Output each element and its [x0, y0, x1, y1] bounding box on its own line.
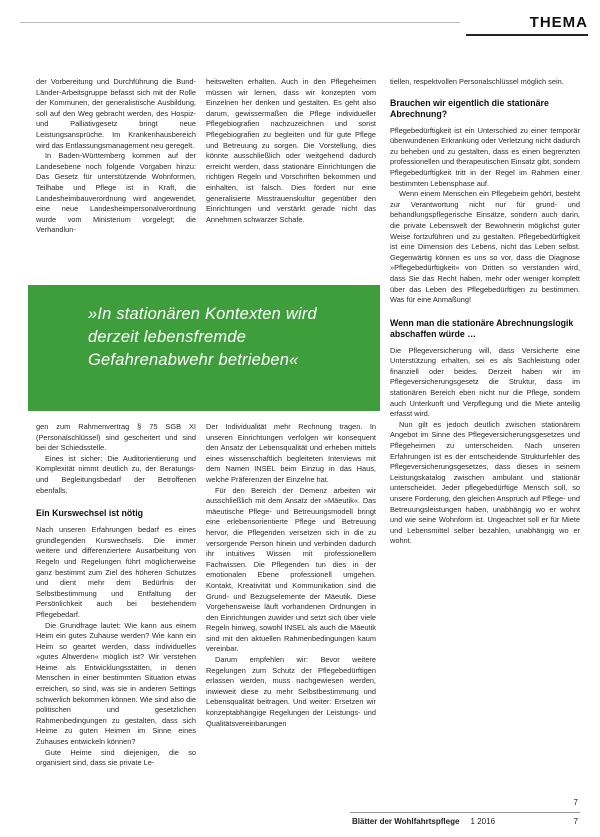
section-title-underline [466, 34, 588, 36]
subheading: Brauchen wir eigentlich die stationäre Abrechnung? [390, 97, 549, 119]
paragraph: gen zum Rahmenvertrag § 75 SGB XI (Personalschlüssel) sind gescheitert und sind bei der Schiedsstelle. [36, 422, 196, 453]
paragraph: Eines ist sicher: Die Auditorientierung und Komplexität nimmt deutlich zu, der Beratungs- und Begleitungsbedarf der Betroffenen ebenfalls. [36, 453, 196, 495]
subheading: Ein Kurswechsel ist nötig [36, 508, 144, 519]
column-1-top [36, 77, 196, 236]
section-title: THEMA [529, 14, 588, 31]
paragraph: Für den Bereich der Demenz arbeiten wir ausschließlich mit dem Ansatz der »Mäeutik«. Das mäeutische Pflege- und Betreuungsmodell bringt eine erlebensorientierte Pflege und Betreuung hervor, die Pflegenden versetzen sich in die zu versorgende Person hinein und verbinden dadurch ihr intuitives Wissen mit professionellem Fachwissen. Die Pflegenden tun dies in der emotionalen Ebene professionell umgehen. Kontakt, Kreativität und Kommunikation sind die Grund- und Bezugselemente der Mäeutik. Diese Vorgehensweise läuft vorhandenen Ordnungen in den Einrichtungen zuwider und setzt sich über viele Regeln hinweg, sowohl INSEL als auch die Mäeutik sind mit den aktuellen Rahmenbedingungen kaum vereinbar. [206, 485, 376, 654]
paragraph: Gute Heime sind diejenigen, die so organisiert sind, dass sie private Le- [36, 747, 196, 768]
paragraph: Die Grundfrage lautet: Wie kann aus einem Heim ein gutes Zuhause werden? Wie kann ein Heim so geartet werden, dass individuelles »gutes Altwerden« möglich ist? Wir verstehen Heime als Entwicklungsstätten, in denen Menschen in einer bestimmten Situation etwas erreichen, so sind, was sie in anderen Settings schwerlich bekommen können. Wie sind also die politischen und gesetzlichen Rahmenbedingungen zu gestalten, dass sich Heime zu guten Heimen im Sinne eines Zuhauses entwickeln können? [36, 620, 196, 747]
pull-quote-line: Gefahrenabwehr betrieben« [88, 351, 299, 369]
column-2-bottom [206, 422, 376, 729]
paragraph: Nach unseren Erfahrungen bedarf es eines grundlegenden Kurswechsels. Die immer weitere und differenziertere Ausarbeitung von Regeln und Regelungen führt möglicherweise ganz bestimmt zum Ziel des höheren Schutzes und dient mehr dem Bedürfnis der Selbstbestimmung und Entfaltung der Persönlichkeit auch bei bestehendem Pflegebedarf. [36, 525, 196, 619]
paragraph: In Baden-Württemberg kommen auf der Landesebene noch folgende Vorgaben hinzu: Das Gesetz für unterstützende Wohnformen, Teilhabe und Pflege ist in Kraft, die Landesheimbauverordnung wird angewendet, eine neue Landesheimpersonalverordnung wurde vom Ministerium vorgelegt; die Verhandlun- [36, 151, 196, 235]
column-1-bottom [36, 422, 196, 769]
subheading: Wenn man die stationäre Abrechnungslogik abschaffen würde … [390, 317, 574, 339]
pull-quote-line: »In stationären Kontexten wird [88, 305, 317, 323]
paragraph: Darum empfehlen wir: Bevor weitere Regelungen zum Schutz der Pflegebedürftigen erlassen werden, muss nachgewiesen werden, inwieweit diese zu mehr Selbstbestimmung und Lebensqualität beitragen. Und weiter: Ersetzen wir konzeptabhängige Regelungen der Leistungs- und Qualitätsvereinbarungen [206, 655, 376, 728]
pull-quote [28, 285, 380, 411]
paragraph: heitswelten erhalten. Auch in den Pflegeheimen müssen wir lernen, dass wir konzepten vom Einzelnen her denken und gestalten. Es geht also darum, gewissermaßen die Pflege individueller Pflegebiografien nachzuzeichnen und sonst Pflegebiografien zu begleiten und für gute Pflege und Betreuung zu sorgen. Die Vorstellung, dies könnte ausschließlich oder weitgehend dadurch erreicht werden, dass stationäre Einrichtungen die richtigen Regeln und Vorschriften bekommen und einhalten, ist falsch. Dies fördert nur eine generalisierte Misstrauenskultur gegenüber den Einrichtungen und verstärkt gerade nicht das Annehmen schwarzer Schafe. [206, 77, 376, 224]
paragraph: Pflegebedürftigkeit ist ein Unterschied zu einer temporär überwundenen Erkrankung oder Verletzung nicht dadurch zu beheben und zu gestalten, dass es einen begrenzten professionellen und therapeutischen Einsatz gibt, sondern Pflegebedürftigkeit tritt in der Regel im Rahmen einer bestimmten Lebensphase auf. [390, 125, 580, 188]
footer [352, 817, 495, 826]
column-3 [390, 77, 580, 547]
column-2-top [206, 77, 376, 225]
pull-quote-line: derzeit lebensfremde [88, 328, 247, 346]
page-number: 7 [573, 817, 578, 826]
paragraph: Der Individualität mehr Rechnung tragen. In unseren Einrichtungen verfolgen wir konsequent den Ansatz der Lebensqualität und erheben mittels eines wissenschaftlich begleiteten Interviews mit dem Namen INSEL beim Einzug in das Haus, welche Präferenzen der Einzelne hat. [206, 422, 376, 484]
issue-number: 1 2016 [470, 817, 496, 826]
paragraph: Wenn einem Menschen ein Pflegebeim gehört, besteht zur Verantwortung nicht nur für grund- und behandlungspflegerische Einsätze, sondern auch darin, die private Lebenswelt der Bewohnerin möglichst guter Weise fortzuführen und zu gestalten. Pflegebedürftigkeit ist eine Dimension des Lebens, nicht das Leben selbst. Gegenwärtig können es uns so vor, dass die Diagnose »Pflegebedürftigkeit« von Dritten so verstanden wird, dass Sie das Recht haben, mehr oder weniger komplett über das Leben des Pflegebedürftigen zu bestimmen. Was für eine Anmaßung! [390, 189, 580, 305]
header-rule [20, 22, 460, 23]
paragraph: Nun gilt es jedoch deutlich zwischen stationärem Angebot im Sinne des Pflegeversicherungsgesetzes und Pflegeheimen zu unterscheiden. Nach unseren Erfahrungen ist es der entscheidende Strukturfehler des Pflegeversicherungsgesetzes, dass dieses in seinem Leistungskatalog zwischen ambulant und stationär unterscheidet. Jeder pflegebedürftige Mensch soll, so unsere Forderung, den gleichen Anspruch auf Pflege- und Betreuungsleistungen haben, unabhängig wo er wohnt und wie seine Wohnform ist. Ungeachtet soll er für Miete und Lebensmittel selber bezahlen, unabhängig wo er wohnt. [390, 419, 580, 546]
paragraph: Die Pflegeversicherung will, dass Versicherte eine Unterstützung erhalten, sei es als Sachleistung oder finanziell oder beides. Derzeit haben wir im Pflegeversicherungsgesetz die Struktur, dass im stationären Bereich eben nicht nur die Pflege, sondern auch Unterkunft und Verpflegung und die Miete anteilig erfasst wird. [390, 345, 580, 419]
paragraph: der Vorbereitung und Durchführung die Bund-Länder-Arbeitsgruppe befasst sich mit der Rolle der Kommunen, der generalistische Ausbildung, soll auf den Weg gebracht werden, des Hospiz- und Palliativgesetz bringt neue Leistungsansprüche. Im Krankenhausbereich wird das Entlassungsmanagement neu geregelt. [36, 77, 196, 150]
publication-name: Blätter der Wohlfahrtspflege [352, 817, 460, 826]
footer-rule [350, 812, 580, 813]
paragraph: tiellen, respektvollen Personalschlüssel möglich sein. [390, 77, 564, 86]
page-number-top: 7 [573, 798, 578, 807]
